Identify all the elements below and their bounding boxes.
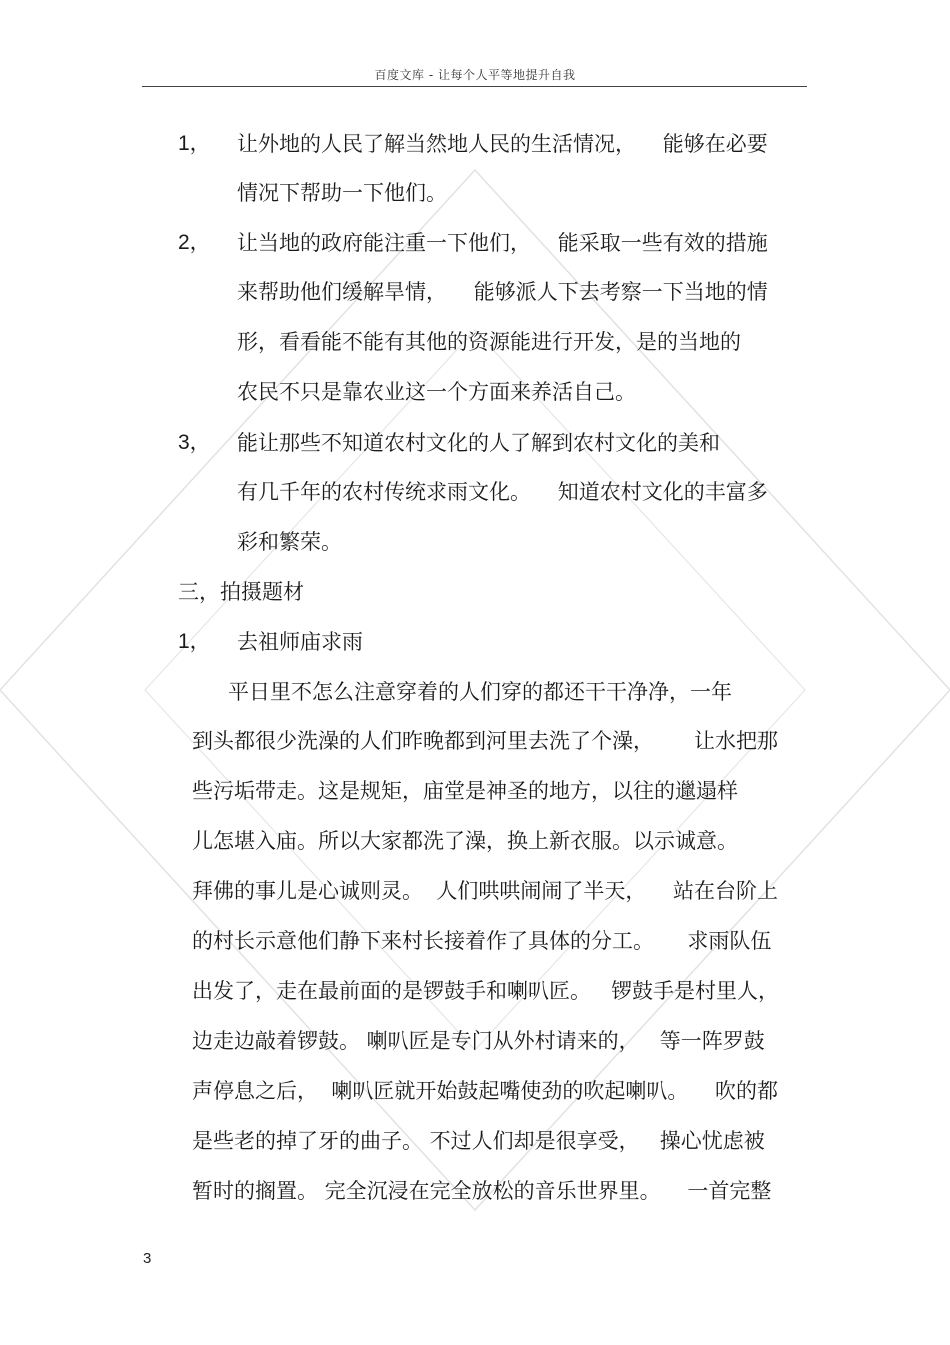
paragraph-line: 出发了，走在最前面的是锣鼓手和喇叭匠。 锣鼓手是村里人， [192, 979, 780, 1003]
subsection-title: 去祖师庙求雨 [237, 630, 363, 654]
paragraph-line: 暂时的搁置。 完全沉浸在完全放松的音乐世界里。 一首完整 [192, 1179, 772, 1203]
list-item-line: 能让那些不知道农村文化的人了解到农村文化的美和 [237, 431, 720, 455]
list-item-number: 2， [178, 231, 211, 254]
list-item-line: 形，看看能不能有其他的资源能进行开发，是的当地的 [237, 330, 741, 354]
page-number: 3 [143, 1250, 152, 1267]
paragraph-line: 声停息之后， 喇叭匠就开始鼓起嘴使劲的吹起喇叭。 吹的都 [192, 1079, 779, 1103]
paragraph-line: 边走边敲着锣鼓。 喇叭匠是专门从外村请来的， 等一阵罗鼓 [192, 1029, 765, 1053]
list-item-line: 彩和繁荣。 [237, 530, 342, 554]
list-item-line: 有几千年的农村传统求雨文化。 知道农村文化的丰富多 [237, 480, 768, 504]
list-item-line: 来帮助他们缓解旱情， 能够派人下去考察一下当地的情 [237, 280, 768, 304]
paragraph-line: 拜佛的事儿是心诚则灵。 人们哄哄闹闹了半天， 站在台阶上 [192, 879, 779, 903]
subsection-number: 1， [178, 630, 211, 653]
paragraph-line: 平日里不怎么注意穿着的人们穿的都还干干净净，一年 [228, 680, 732, 704]
list-item-line: 让外地的人民了解当然地人民的生活情况， 能够在必要 [237, 132, 768, 156]
paragraph-line: 些污垢带走。这是规矩，庙堂是神圣的地方，以往的邋遢样 [192, 779, 738, 803]
list-item-line: 让当地的政府能注重一下他们， 能采取一些有效的措施 [237, 231, 768, 255]
paragraph-line: 的村长示意他们静下来村长接着作了具体的分工。 求雨队伍 [192, 929, 772, 953]
paragraph-line: 到头都很少洗澡的人们昨晚都到河里去洗了个澡， 让水把那 [192, 729, 779, 753]
list-item-line: 农民不只是靠农业这一个方面来养活自己。 [237, 380, 636, 404]
section-heading: 三，拍摄题材 [178, 580, 304, 604]
list-item-number: 1， [178, 132, 211, 155]
paragraph-line: 是些老的掉了牙的曲子。 不过人们却是很享受， 操心忧虑被 [192, 1129, 765, 1153]
list-item-line: 情况下帮助一下他们。 [237, 181, 447, 205]
page-header: 百度文库 - 让每个人平等地提升自我 [374, 68, 576, 82]
list-item-number: 3， [178, 431, 211, 454]
paragraph-line: 儿怎堪入庙。所以大家都洗了澡，换上新衣服。以示诚意。 [192, 829, 738, 853]
header-divider [142, 86, 807, 87]
